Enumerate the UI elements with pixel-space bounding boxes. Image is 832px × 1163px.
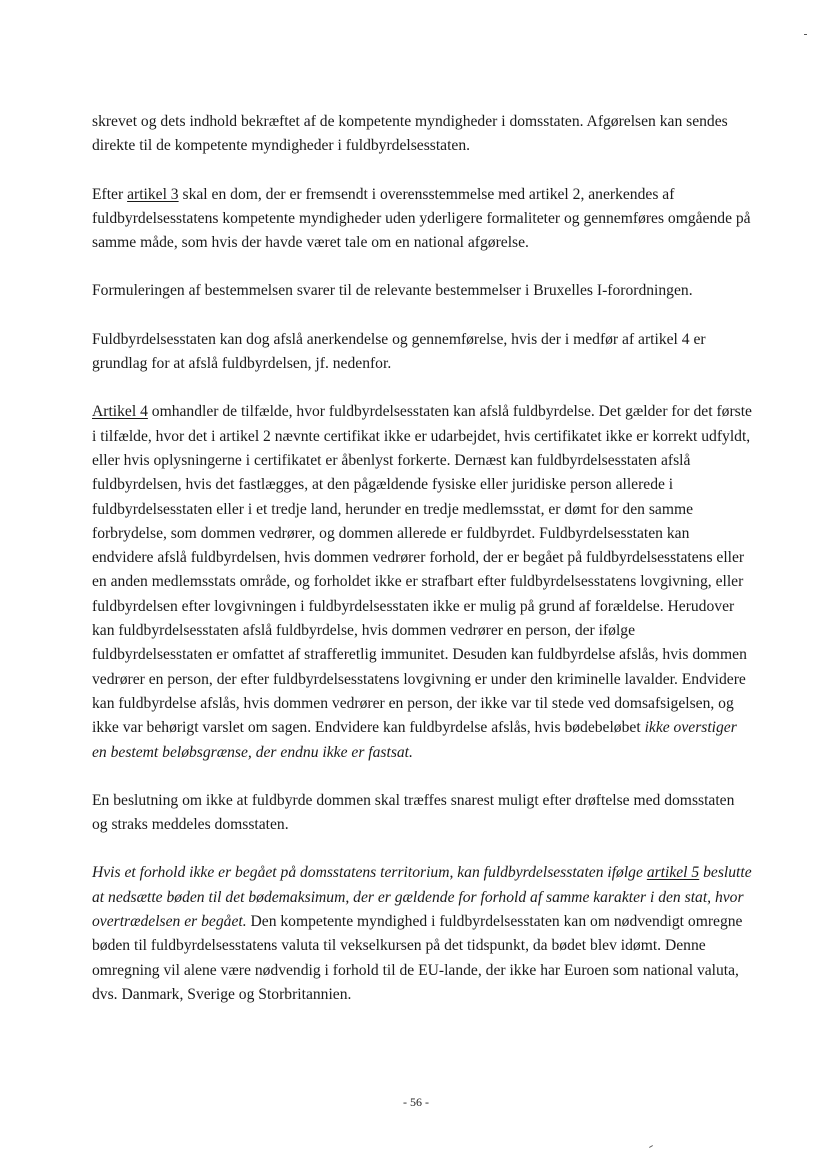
article-4-link[interactable]: Artikel 4	[92, 403, 148, 421]
article-5-link[interactable]: artikel 5	[646, 864, 700, 882]
paragraph-5-text: omhandler de tilfælde, hvor fuldbyrdelsesstaten kan afslå fuldbyrdelse. Det gælder for det første i tilfælde, hvor det i artikel 2 nævnte certifikat ikke er udarbejdet, hvis certifikatet ikke er korrekt udfyldt, eller hvis oplysningerne i certifikatet er åbenlyst forkerte. Dernæst kan fuldbyrdelsesstaten afslå fuldbyrdelsen, hvis det fastlægges, at den pågældende fysiske eller juridiske person allerede i fuldbyrdelsesstaten eller i et tredje land, herunder en tredje medlemsstat, er dømt for den samme forbrydelse, som dommen vedrører, og dommen allerede er fuldbyrdet. Fuldbyrdelsesstaten kan endvidere afslå fuldbyrdelsen, hvis dommen vedrører forhold, der er begået på fuldbyrdelsesstatens eller en anden medlemsstats område, og forholdet ikke er strafbart efter fuldbyrdelsesstatens lovgivning, eller fuldbyrdelsen efter lovgivningen i fuldbyrdelsesstaten ikke er mulig på grund af forældelse. Herudover kan fuldbyrdelsesstaten afslå fuldbyrdelse, hvis dommen vedrører en person, der ifølge fuldbyrdelsesstaten er omfattet af strafferetlig immunitet. Desuden kan fuldbyrdelse afslås, hvis dommen vedrører en person, der efter fuldbyrdelsesstatens lovgivning er under den kriminelle lavalder. Endvidere kan fuldbyrdelse afslås, hvis dommen vedrører en person, der ikke var til stede ved domsafsigelsen, og ikke var behørigt varslet om sagen. Endvidere kan fuldbyrdelse afslås, hvis bødebeløbet	[92, 403, 752, 737]
paragraph-7-text: Den kompetente myndighed i fuldbyrdelsesstaten kan om nødvendigt omregne bøden til fuldbyrdelsesstatens valuta til vekselkursen på det tidspunkt, da bødet blev idømt. Denne omregning vil alene være nødvendig i forhold til de EU-lande, der ikke har Euroen som national valuta, dvs. Danmark, Sverige og Storbritannien.	[92, 913, 743, 1003]
paragraph-2	[92, 183, 752, 256]
paragraph-7	[92, 861, 752, 1007]
paragraph-3-text: Formuleringen af bestemmelsen svarer til de relevante bestemmelser i Bruxelles I-forordningen.	[92, 282, 693, 300]
document-body	[92, 110, 752, 1031]
scan-speck	[649, 1145, 653, 1148]
paragraph-6	[92, 789, 752, 838]
paragraph-1	[92, 110, 752, 159]
paragraph-1-text: skrevet og dets indhold bekræftet af de kompetente myndigheder i domsstaten. Afgørelsen kan sendes direkte til de kompetente myndigheder i fuldbyrdelsesstaten.	[92, 113, 728, 155]
paragraph-5-italic: ikke overstiger en bestemt beløbsgrænse, der endnu ikke er fastsat.	[92, 719, 737, 761]
paragraph-6-text: En beslutning om ikke at fuldbyrde dommen skal træffes snarest muligt efter drøftelse med domsstaten og straks meddeles domsstaten.	[92, 791, 735, 834]
paragraph-4-text: Fuldbyrdelsesstaten kan dog afslå anerkendelse og gennemførelse, hvis der i medfør af artikel 4 er grundlag for at afslå fuldbyrdelsen, jf. nedenfor.	[92, 330, 706, 373]
paragraph-7-italic-pre: Hvis et forhold ikke er begået på domsstatens territorium, kan fuldbyrdelsesstaten ifølge	[92, 864, 647, 882]
paragraph-5	[92, 400, 752, 764]
page-number: - 56 -	[403, 1095, 429, 1109]
paragraph-3	[92, 279, 752, 303]
scan-speck	[804, 34, 807, 35]
article-3-link[interactable]: artikel 3	[127, 185, 179, 203]
paragraph-2-text: skal en dom, der er fremsendt i overensstemmelse med artikel 2, anerkendes af fuldbyrdelsesstatens kompetente myndigheder uden yderligere formaliteter og gennemføres omgående på samme måde, som hvis der havde været tale om en national afgørelse.	[92, 185, 751, 252]
paragraph-2-pre: Efter	[92, 185, 128, 203]
paragraph-7-italic-post: beslutte at nedsætte bøden til det bødemaksimum, der er gældende for forhold af samme karakter i den stat, hvor overtrædelsen er begået.	[92, 864, 752, 931]
paragraph-4	[92, 328, 752, 377]
